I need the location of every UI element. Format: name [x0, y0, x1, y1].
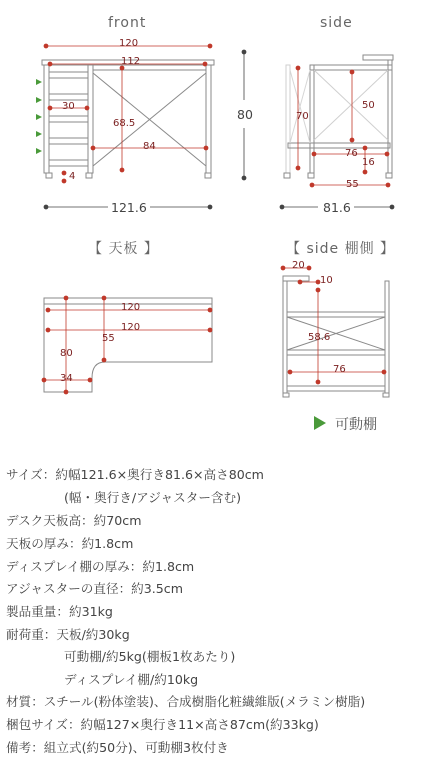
side-view-title: side	[320, 15, 353, 31]
side-shelf-drawing	[283, 276, 389, 397]
spec-load-shelf: 可動棚/約5kg(棚板1枚あたり)	[64, 649, 236, 664]
spec-top-thickness: 天板の厚み：約1.8cm	[6, 536, 134, 551]
dim-front-4: 4	[69, 171, 76, 182]
spec-material: 材質：スチール(粉体塗装)、合成樹脂化粧繊維版(メラミン樹脂)	[6, 694, 366, 709]
spec-adjuster-diameter: アジャスターの直径：約3.5cm	[6, 581, 183, 596]
dim-side-16: 16	[362, 157, 375, 168]
dim-front-68-5: 68.5	[113, 118, 136, 129]
spec-package-size: 梱包サイズ：約幅127×奥行き11×高さ87cm(約33kg)	[6, 717, 319, 732]
dim-front-84: 84	[143, 141, 156, 152]
dim-height-80: 80	[237, 107, 253, 122]
spec-load-top: 耐荷重：天板/約30kg	[6, 627, 130, 642]
dim-top-80: 80	[60, 348, 73, 359]
dim-top-120a: 120	[121, 302, 141, 313]
spec-size: サイズ：約幅121.6×奥行き81.6×高さ80cm	[6, 467, 264, 482]
spec-desk-height: デスク天板高：約70cm	[6, 513, 142, 528]
spec-notes: 備考：組立式(約50分)、可動棚3枚付き	[6, 740, 229, 755]
movable-shelf-arrow-2	[36, 97, 42, 103]
spec-display-thickness: ディスプレイ棚の厚み：約1.8cm	[6, 559, 195, 574]
top-panel-title: 【 天板 】	[88, 241, 159, 257]
dim-top-55: 55	[102, 333, 115, 344]
dim-side-55: 55	[346, 179, 359, 190]
side-shelf-title: 【 side 棚側 】	[286, 241, 396, 257]
dim-side-76: 76	[345, 148, 358, 159]
spec-size-note: (幅・奥行き/アジャスター含む)	[64, 490, 242, 505]
movable-shelf-arrow-3	[36, 114, 42, 120]
dim-shelf-58-6: 58.6	[308, 332, 331, 343]
movable-shelf-arrow-5	[36, 148, 42, 154]
dim-total-depth: 81.6	[323, 200, 351, 215]
dim-front-120: 120	[119, 38, 139, 49]
dim-top-34: 34	[60, 373, 73, 384]
spec-weight: 製品重量：約31kg	[6, 604, 113, 619]
movable-shelf-arrow-1	[36, 79, 42, 85]
movable-shelf-legend: 可動棚	[335, 417, 377, 433]
movable-shelf-arrow-4	[36, 131, 42, 137]
dim-shelf-20: 20	[292, 260, 305, 271]
dim-side-70: 70	[296, 111, 309, 122]
dim-shelf-76: 76	[333, 364, 346, 375]
dim-front-30: 30	[62, 101, 75, 112]
front-view-title: front	[108, 15, 147, 31]
dim-shelf-10: 10	[320, 275, 333, 286]
dim-total-width: 121.6	[111, 200, 147, 215]
dim-side-50: 50	[362, 100, 375, 111]
dimension-lines	[42, 44, 390, 394]
legend-arrow-icon	[314, 416, 326, 430]
dim-front-112: 112	[121, 56, 141, 67]
dim-top-120b: 120	[121, 322, 141, 333]
spec-load-display: ディスプレイ棚/約10kg	[64, 672, 199, 687]
